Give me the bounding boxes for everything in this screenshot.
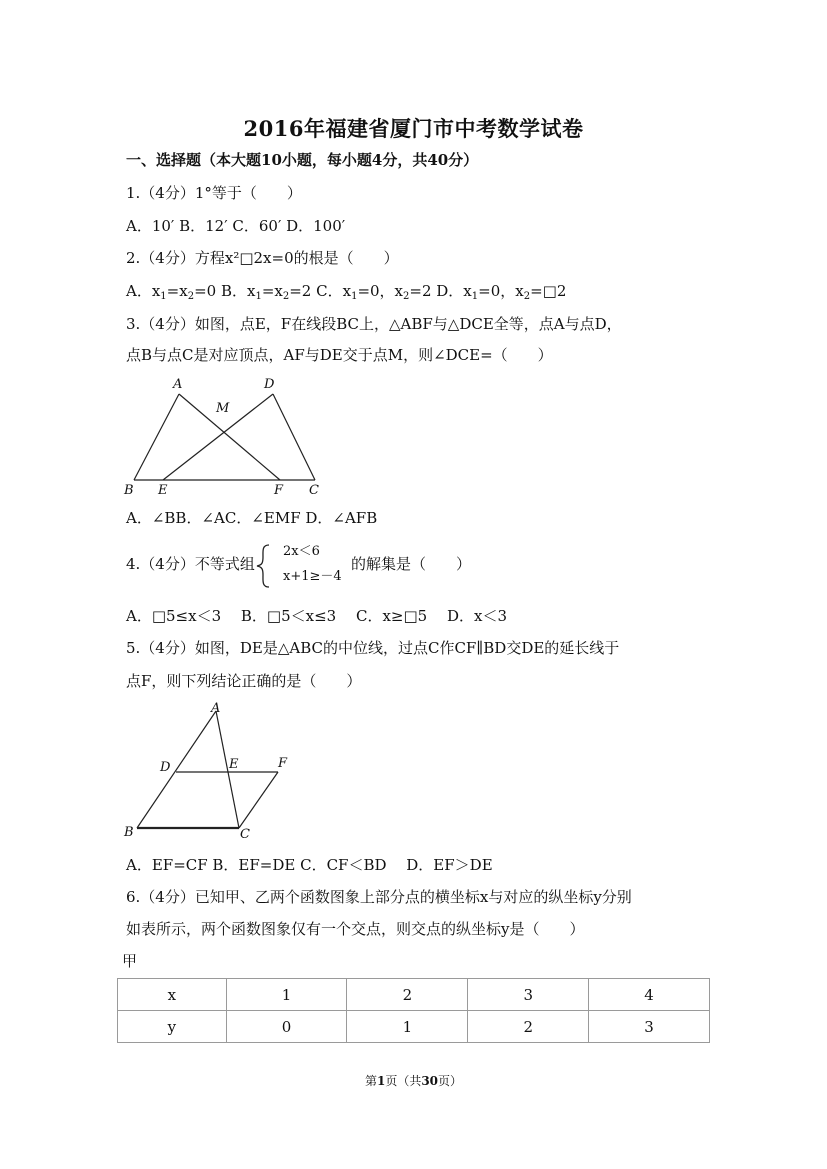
- segment-cf: [239, 772, 278, 828]
- q3-stem-line2: 点B与点C是对应顶点，AF与DE交于点M，则∠DCE=（ ）: [126, 346, 553, 364]
- q4-stem-pre: 4.（4分）不等式组: [126, 555, 255, 573]
- q6-table: [117, 978, 710, 1043]
- q4-options: A．□5≤x＜3 B．□5＜x≤3 C．x≥□5 D．x＜3: [126, 607, 507, 625]
- q5-figure: [118, 700, 318, 845]
- label-c: C: [309, 483, 319, 498]
- table-cell: 1: [226, 979, 347, 1011]
- label-f: F: [274, 483, 284, 498]
- table-cell: 3: [589, 1011, 710, 1043]
- q4-stem-post: 的解集是（ ）: [351, 555, 472, 573]
- q5-stem-line1: 5.（4分）如图，DE是△ABC的中位线，过点C作CF∥BD交DE的延长线于: [126, 639, 620, 657]
- q2-stem: 2.（4分）方程x²□2x=0的根是（ ）: [126, 249, 399, 267]
- label-m: M: [216, 401, 230, 416]
- q2-options: A．$x_1=x_2=0$ B．$x_1=x_2=2$ C．$x_1=0$，$x_2=2$ D．$x_1=0$，$x_2=□2$: [126, 282, 567, 302]
- page-footer: 第1页（共30页）: [364, 1074, 463, 1088]
- label-b: B: [124, 825, 134, 840]
- q5-options: A．EF=CF B．EF=DE C．CF＜BD D．EF＞DE: [126, 856, 493, 874]
- table-row: [118, 1011, 710, 1043]
- label-d: D: [264, 377, 275, 392]
- label-e: E: [229, 757, 239, 772]
- page-title: 2016年福建省厦门市中考数学试卷: [243, 116, 584, 141]
- q4-inequality-2: x+1≥－4: [283, 569, 342, 584]
- q6-table-caption: 甲: [122, 952, 138, 970]
- q6-stem-line2: 如表所示，两个函数图象仅有一个交点，则交点的纵坐标y是（ ）: [126, 920, 585, 938]
- table-cell: 0: [226, 1011, 347, 1043]
- table-cell: 2: [347, 979, 468, 1011]
- segment-ab: [137, 711, 216, 828]
- label-a: A: [173, 377, 183, 392]
- label-f: F: [278, 756, 288, 771]
- label-e: E: [158, 483, 168, 498]
- segment-af: [179, 394, 280, 480]
- q3-options: A．∠BB．∠AC．∠EMF D．∠AFB: [126, 509, 378, 527]
- label-a: A: [211, 701, 221, 716]
- label-b: B: [124, 483, 134, 498]
- segment-dc: [273, 394, 315, 480]
- table-cell: x: [118, 979, 227, 1011]
- table-cell: 1: [347, 1011, 468, 1043]
- q1-stem: 1.（4分）1°等于（ ）: [126, 184, 302, 202]
- q3-stem-line1: 3.（4分）如图，点E，F在线段BC上，△ABF与△DCE全等，点A与点D，: [126, 315, 622, 333]
- q3-figure: [118, 372, 338, 500]
- table-cell: 4: [589, 979, 710, 1011]
- section-heading: 一、选择题（本大题10小题，每小题4分，共40分）: [126, 151, 479, 169]
- q6-stem-line1: 6.（4分）已知甲、乙两个函数图象上部分点的横坐标x与对应的纵坐标y分别: [126, 888, 632, 906]
- table-row: [118, 979, 710, 1011]
- label-c: C: [240, 827, 250, 842]
- table-cell: y: [118, 1011, 227, 1043]
- table-cell: 3: [468, 979, 589, 1011]
- brace-icon: [253, 543, 273, 589]
- q1-options: A．10′ B．12′ C．60′ D．100′: [126, 217, 346, 235]
- segment-ab: [134, 394, 179, 480]
- table-cell: 2: [468, 1011, 589, 1043]
- label-d: D: [160, 760, 171, 775]
- q5-stem-line2: 点F，则下列结论正确的是（ ）: [126, 672, 362, 690]
- q4-inequality-1: 2x＜6: [283, 544, 320, 559]
